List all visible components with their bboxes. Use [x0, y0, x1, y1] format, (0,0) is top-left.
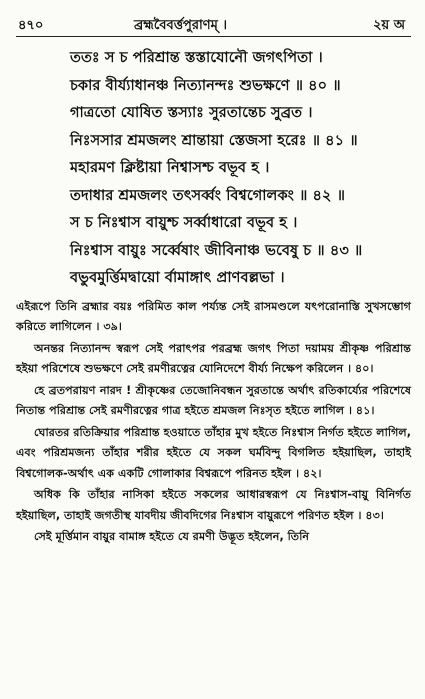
verse-line: গাত্রতো যোষিত স্তস্যাঃ সুরতান্তেচ সুব্রত । [70, 105, 313, 121]
commentary-paragraph: সেই মূর্ত্তিমান বায়ুর বামাঙ্গ হইতে যে রমণী উদ্ভূত হইলেন, তিনি [34, 530, 310, 543]
verse-line: নিঃসসার শ্রমজলং শ্রান্তায়া স্তেজসা হরেঃ ॥ ৪১ ॥ [70, 132, 358, 149]
page-number: ৪৭০ [18, 18, 44, 33]
bengali-commentary [16, 297, 411, 548]
verse-line: মহারমণ ক্লিষ্টায়া নিশ্বাসশ্চ বভূব হ । [70, 160, 270, 176]
verse-line: নিঃশ্বাস বায়ুঃ সর্ব্বেষাং জীবিনাঞ্চ ভবেষু চ ॥ ৪৩ ॥ [70, 242, 363, 259]
running-title: ব্রহ্মবৈবর্ত্তপুরাণম্ । [134, 18, 228, 33]
verse-line: স চ নিঃশ্বাস বায়ুশ্চ সর্ব্বাধারো বভূব হ । [70, 215, 298, 231]
commentary-paragraph: অনন্তর নিত্যানন্দ স্বরূপ সেই পরাৎপর পরব্রহ্ম জগৎ পিতা দয়াময় শ্রীকৃষ্ণ পরিশ্রান্ত হইয়া পরিশেষে শুভক্ষণে সেই রমণীরত্নের যোনিদেশে বীর্য্য নিক্ষেপ করিলেন । ৪০। [16, 341, 411, 375]
sanskrit-verses [16, 45, 411, 293]
verse-line: চকার বীর্য্যাধানঞ্চ নিত্যানন্দঃ শুভক্ষণে ॥ ৪০ ॥ [70, 77, 341, 94]
commentary-paragraph: অধিক কি তাঁহার নাসিকা হইতে সকলের আধারস্বরূপ যে নিঃশ্বাস-বায়ু বিনির্গত হইয়াছিল, তাহাই জগতীস্থ যাবদীয় জীবদিগের নিঃশ্বাস বায়ুরূপে পরিণত হইল । ৪৩। [16, 488, 411, 522]
chapter-marker: ২য় অ [373, 18, 405, 33]
verse-line: তদাধার শ্রমজলং তৎসর্ব্বং বিশ্বগোলকং ॥ ৪২ ॥ [70, 187, 346, 204]
commentary-paragraph: হে ব্রতপরায়ণ নারদ ! শ্রীকৃষ্ণের তেজোনিবন্ধন সুরতান্তে অর্থাৎ রতিকার্য্যের পরিশেষে নিতান্ত পরিশ্রান্ত সেই রমণীরত্নের গাত্র হইতে শ্রমজল নিঃসৃত হইতে লাগিল । ৪১। [16, 383, 411, 417]
verse-line: বভুবমুর্ত্তিমদ্বায়ো র্বামাঙ্গাৎ প্রাণবল্লভা । [70, 270, 285, 286]
commentary-paragraph: ঘোরতর রতিক্রিয়ার পরিশ্রান্ত হওয়াতে তাঁহার মুখ হইতে নিঃশ্বাস নির্গত হইতে লাগিল, এবং পরিশ্রমজন্য তাঁহার শরীর হইতে যে সকল ঘর্মবিন্দু বিগলিত হইয়াছিল, তাহাই বিশ্বগোলক-অর্থাৎ এক একটি গোলাকার বিশ্বরূপে পরিনত হইল । ৪২। [16, 425, 411, 480]
commentary-paragraph: এইরূপে তিনি ব্রহ্মার বয়ঃ পরিমিত কাল পর্য্যন্ত সেই রাসমণ্ডলে যৎপরোনাস্তি সুখসম্ভোগ করিতে লাগিলেন । ৩৯। [16, 299, 411, 333]
verse-line: ততঃ স চ পরিশ্রান্ত স্তস্তাযোনৌ জগৎপিতা । [70, 50, 323, 66]
running-header [16, 14, 411, 37]
